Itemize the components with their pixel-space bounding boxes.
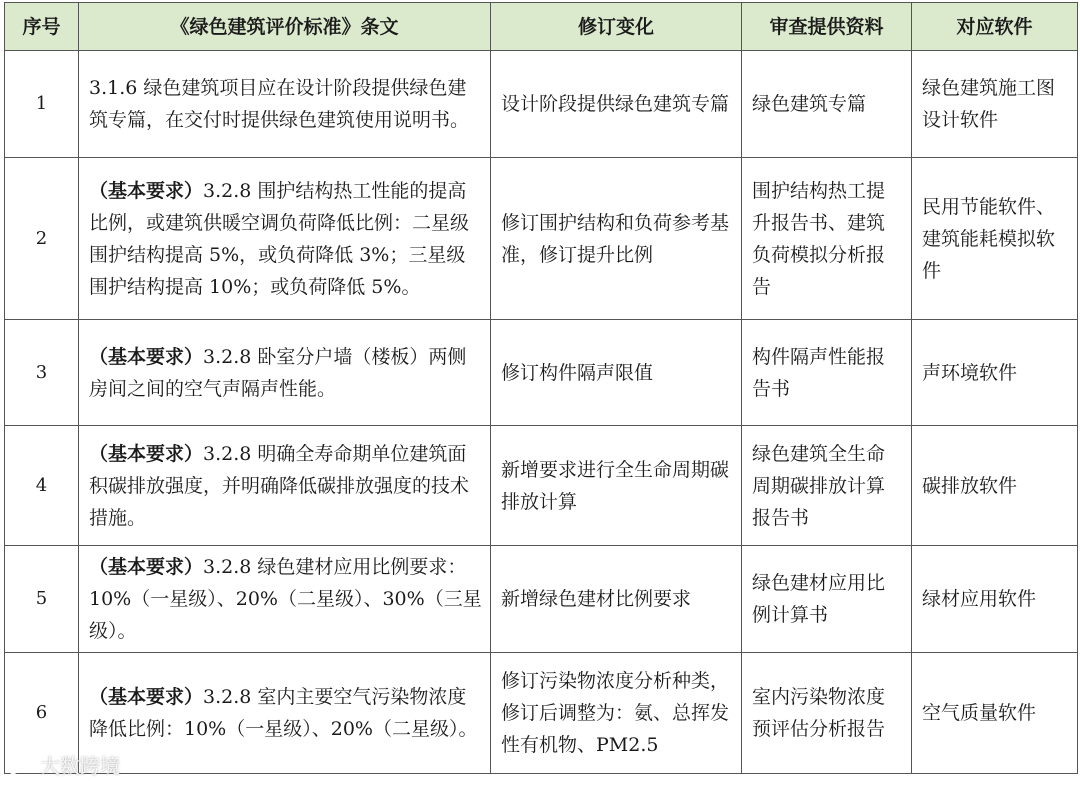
table-row	[5, 51, 1078, 158]
header-index: 序号	[5, 3, 79, 51]
row-software: 绿色建筑施工图设计软件	[912, 51, 1078, 158]
watermark-text: 大数跨境	[40, 754, 120, 778]
requirement-tag: （基本要求）	[89, 345, 204, 368]
row-change: 新增要求进行全生命周期碳排放计算	[491, 426, 742, 546]
row-change: 修订构件隔声限值	[491, 320, 742, 426]
row-index: 5	[5, 546, 79, 653]
requirement-tag: （基本要求）	[89, 179, 204, 202]
requirement-tag: （基本要求）	[89, 442, 204, 465]
row-clause	[79, 320, 491, 426]
row-change: 修订围护结构和负荷参考基准，修订提升比例	[491, 158, 742, 320]
row-clause	[79, 158, 491, 320]
row-materials: 绿色建材应用比例计算书	[742, 546, 912, 653]
row-clause	[79, 653, 491, 774]
clause-text: 3.2.8 卧室分户墙（楼板）两侧房间之间的空气声隔声性能。	[89, 345, 467, 400]
header-change: 修订变化	[491, 3, 742, 51]
header-clause: 《绿色建筑评价标准》条文	[79, 3, 491, 51]
header-software: 对应软件	[912, 3, 1078, 51]
row-clause	[79, 546, 491, 653]
row-index: 1	[5, 51, 79, 158]
row-clause	[79, 426, 491, 546]
table-row	[5, 426, 1078, 546]
table-row	[5, 158, 1078, 320]
header-materials: 审查提供资料	[742, 3, 912, 51]
table-row	[5, 653, 1078, 774]
clause-text: 3.2.8 室内主要空气污染物浓度降低比例：10%（一星级）、20%（二星级）。	[89, 686, 478, 740]
clause-text: 3.2.8 绿色建材应用比例要求：10%（一星级）、20%（二星级）、30%（三星级）。	[89, 556, 482, 642]
row-index: 4	[5, 426, 79, 546]
table-row	[5, 546, 1078, 653]
row-software: 绿材应用软件	[912, 546, 1078, 653]
clause-text: 3.1.6 绿色建筑项目应在设计阶段提供绿色建筑专篇，在交付时提供绿色建筑使用说明书。	[89, 77, 470, 131]
row-index: 2	[5, 158, 79, 320]
requirement-tag: （基本要求）	[89, 686, 204, 708]
row-software: 声环境软件	[912, 320, 1078, 426]
row-change: 新增绿色建材比例要求	[491, 546, 742, 653]
row-materials: 构件隔声性能报告书	[742, 320, 912, 426]
row-index: 3	[5, 320, 79, 426]
row-software: 碳排放软件	[912, 426, 1078, 546]
table-row	[5, 320, 1078, 426]
row-index: 6	[5, 653, 79, 774]
row-clause	[79, 51, 491, 158]
row-materials: 室内污染物浓度预评估分析报告	[742, 653, 912, 774]
table-header-row	[5, 3, 1078, 51]
row-change: 修订污染物浓度分析种类，修订后调整为：氨、总挥发性有机物、PM2.5	[491, 653, 742, 774]
requirement-tag: （基本要求）	[89, 556, 204, 578]
clause-text: 3.2.8 明确全寿命期单位建筑面积碳排放强度，并明确降低碳排放强度的技术措施。	[89, 442, 470, 529]
row-materials: 绿色建筑专篇	[742, 51, 912, 158]
row-materials: 围护结构热工提升报告书、建筑负荷模拟分析报告	[742, 158, 912, 320]
row-materials: 绿色建筑全生命周期碳排放计算报告书	[742, 426, 912, 546]
row-software: 空气质量软件	[912, 653, 1078, 774]
clause-text: 3.2.8 围护结构热工性能的提高比例，或建筑供暖空调负荷降低比例：二星级围护结构提高 5%，或负荷降低 3%；三星级围护结构提高 10%；或负荷降低 5%。	[89, 179, 470, 298]
row-change: 设计阶段提供绿色建筑专篇	[491, 51, 742, 158]
standard-comparison-table	[4, 2, 1078, 774]
row-software: 民用节能软件、建筑能耗模拟软件	[912, 158, 1078, 320]
